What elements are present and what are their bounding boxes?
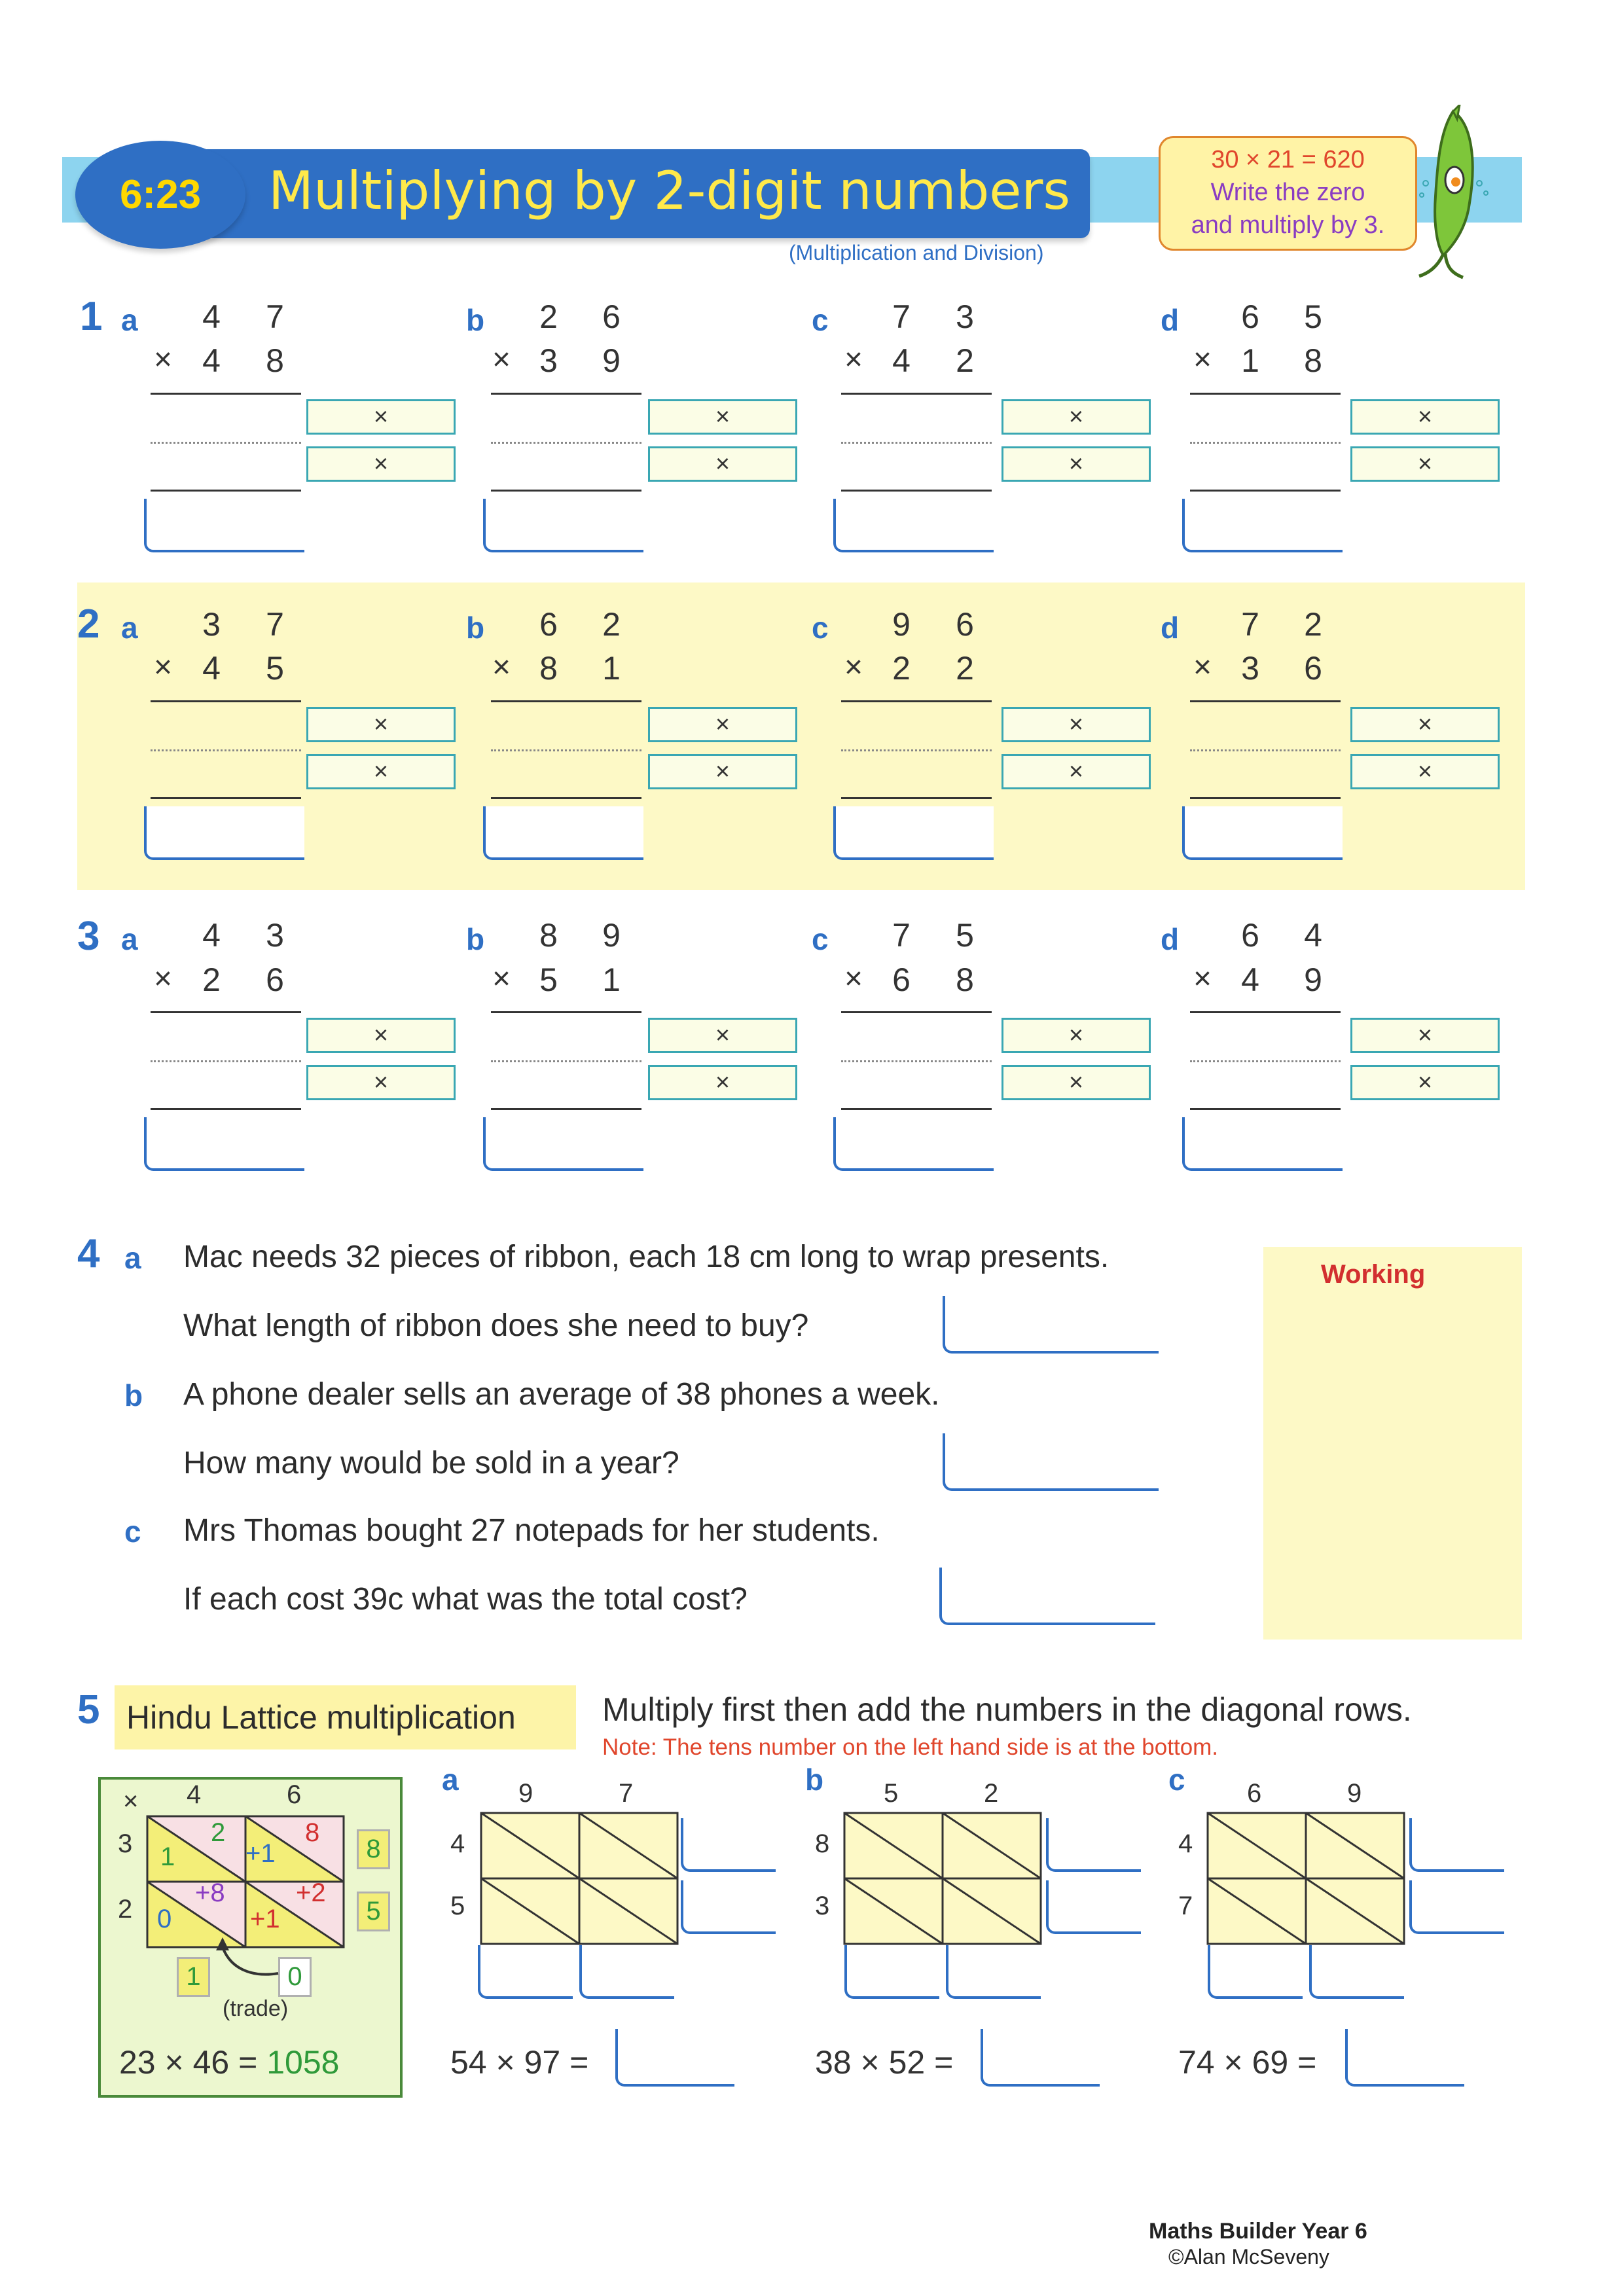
column-digit: 9 (518, 1779, 533, 1808)
partial-line-1 (1190, 1060, 1341, 1062)
part-letter: c (812, 922, 829, 956)
partial-product-box[interactable]: × (648, 446, 797, 482)
lattice-equation: 38 × 52 = (815, 2044, 954, 2081)
times-sign: × (1193, 961, 1212, 996)
partial-product-box[interactable]: × (1350, 1065, 1500, 1100)
times-sign: × (123, 1787, 139, 1816)
lattice-equation: 54 × 97 = (450, 2044, 589, 2081)
result-digit: 0 (278, 1957, 312, 1997)
digit: 1 (602, 961, 621, 998)
sum-rule (151, 393, 301, 395)
digit: 8 (539, 917, 558, 954)
row-digit: 4 (1178, 1829, 1193, 1858)
digit: 5 (1304, 298, 1322, 335)
times-sign: × (1193, 650, 1212, 685)
row-digit: 4 (450, 1829, 465, 1858)
answer-box[interactable] (833, 499, 994, 552)
partial-line-2 (1190, 797, 1341, 799)
page-title: Multiplying by 2-digit numbers (268, 160, 1071, 221)
lattice-grid[interactable] (1208, 1813, 1404, 1944)
part-letter: a (121, 922, 138, 956)
answer-box[interactable] (1309, 1945, 1404, 1999)
answer-box[interactable] (1046, 1880, 1141, 1934)
digit: 9 (1304, 961, 1322, 998)
digit: 6 (892, 961, 911, 998)
digit: 2 (202, 961, 221, 998)
digit: 1 (602, 650, 621, 687)
answer-box[interactable] (833, 806, 994, 860)
partial-product-box[interactable]: × (1350, 446, 1500, 482)
lesson-number: 6:23 (119, 172, 202, 217)
column-digit: 6 (287, 1780, 302, 1809)
answer-box[interactable] (844, 1945, 939, 1999)
lattice-grid[interactable] (481, 1813, 677, 1944)
digit: 7 (266, 298, 284, 335)
digit: 2 (539, 298, 558, 335)
partial-product-box[interactable]: × (306, 707, 456, 742)
sum-rule (491, 700, 641, 702)
tip-line: 30 × 21 = 620 (1211, 146, 1365, 173)
answer-box[interactable] (483, 806, 643, 860)
working-label: Working (1321, 1260, 1426, 1289)
partial-product-box[interactable]: × (306, 1018, 456, 1053)
partial-product-box[interactable]: × (1350, 1018, 1500, 1053)
digit: 7 (892, 298, 911, 335)
partial-product-box[interactable]: × (1350, 707, 1500, 742)
answer-box[interactable] (943, 1296, 1159, 1354)
partial-line-2 (1190, 1108, 1341, 1110)
footer-author: ©Alan McSeveny (1168, 2245, 1329, 2269)
times-sign: × (154, 961, 173, 996)
partial-line-1 (1190, 749, 1341, 751)
question-number: 1 (80, 294, 103, 339)
partial-product-box[interactable]: × (1001, 446, 1151, 482)
column-digit: 6 (1247, 1779, 1262, 1808)
page-subtitle: (Multiplication and Division) (789, 241, 1044, 264)
partial-line-1 (151, 749, 301, 751)
partial-line-2 (491, 797, 641, 799)
column-digit: 7 (619, 1779, 634, 1808)
answer-box[interactable] (1345, 2029, 1464, 2087)
word-problem-question: What length of ribbon does she need to buy? (183, 1308, 809, 1343)
word-problem-text: A phone dealer sells an average of 38 phones a week. (183, 1377, 940, 1412)
column-digit: 5 (884, 1779, 899, 1808)
question-number: 2 (77, 601, 100, 647)
times-sign: × (154, 342, 173, 377)
partial-product-box[interactable]: × (1001, 1065, 1151, 1100)
tip-box (1159, 136, 1417, 251)
partial-line-1 (491, 442, 641, 444)
answer-box[interactable] (681, 1818, 776, 1872)
digit: 2 (1304, 606, 1322, 643)
row-digit: 3 (118, 1829, 133, 1858)
digit: 8 (1304, 342, 1322, 379)
digit: 2 (602, 606, 621, 643)
partial-line-2 (841, 1108, 992, 1110)
word-problem-question: If each cost 39c what was the total cost? (183, 1582, 748, 1617)
digit: 7 (892, 917, 911, 954)
times-sign: × (844, 650, 863, 685)
digit: 4 (202, 650, 221, 687)
digit: 6 (1304, 650, 1322, 687)
digit: 5 (956, 917, 974, 954)
answer-box[interactable] (579, 1945, 674, 1999)
partial-line-2 (151, 490, 301, 492)
column-digit: 9 (1347, 1779, 1362, 1808)
digit: 2 (892, 650, 911, 687)
partial-line-2 (841, 490, 992, 492)
sum-rule (151, 700, 301, 702)
result-digit: 5 (357, 1892, 390, 1931)
answer-box[interactable] (1208, 1945, 1303, 1999)
sum-rule (491, 393, 641, 395)
row-digit: 3 (815, 1892, 830, 1920)
part-letter: c (124, 1515, 141, 1549)
digit: 4 (1241, 961, 1259, 998)
row-digit: 7 (1178, 1892, 1193, 1920)
trade-label: (trade) (223, 1996, 289, 2021)
footer-book-title: Maths Builder Year 6 (1149, 2219, 1367, 2244)
answer-box[interactable] (1182, 806, 1343, 860)
part-letter: d (1161, 611, 1180, 645)
digit: 3 (1241, 650, 1259, 687)
partial-line-2 (491, 1108, 641, 1110)
row-digit: 2 (118, 1895, 133, 1924)
part-letter: a (121, 303, 138, 337)
partial-line-2 (841, 797, 992, 799)
sum-rule (1190, 700, 1341, 702)
lattice-equation: 74 × 69 = (1178, 2044, 1317, 2081)
digit: 9 (602, 342, 621, 379)
digit: 6 (539, 606, 558, 643)
digit: 2 (956, 342, 974, 379)
partial-product-box[interactable]: × (648, 754, 797, 789)
part-letter: a (121, 611, 138, 645)
partial-line-1 (841, 442, 992, 444)
partial-product-box[interactable]: × (1001, 399, 1151, 435)
sum-rule (151, 1011, 301, 1013)
example-equation (119, 2043, 339, 2081)
partial-product-box[interactable]: × (1001, 1018, 1151, 1053)
sum-rule (841, 700, 992, 702)
row-digit: 5 (450, 1892, 465, 1920)
digit: 6 (1241, 917, 1259, 954)
squid-mascot-icon (1414, 105, 1499, 281)
answer-box[interactable] (483, 1117, 643, 1171)
times-sign: × (844, 961, 863, 996)
partial-product-box[interactable]: × (648, 1018, 797, 1053)
partial-product-box[interactable]: × (306, 754, 456, 789)
units-digit: 1 (160, 1842, 175, 1871)
column-digit: 4 (187, 1780, 202, 1809)
partial-line-1 (491, 1060, 641, 1062)
tens-digit: 2 (211, 1818, 226, 1847)
digit: 9 (602, 917, 621, 954)
digit: 7 (266, 606, 284, 643)
answer-box[interactable] (1046, 1818, 1141, 1872)
answer-box[interactable] (1182, 499, 1343, 552)
digit: 4 (202, 917, 221, 954)
partial-product-box[interactable]: × (648, 399, 797, 435)
carry-mark: +1 (245, 1839, 276, 1868)
partial-product-box[interactable]: × (1350, 754, 1500, 789)
question-number: 4 (77, 1231, 100, 1276)
digit: 5 (539, 961, 558, 998)
answer-box[interactable] (981, 2029, 1100, 2087)
part-letter: a (124, 1241, 141, 1275)
word-problem-text: Mac needs 32 pieces of ribbon, each 18 cm long to wrap presents. (183, 1240, 1110, 1274)
answer-box[interactable] (144, 1117, 304, 1171)
digit: 1 (1241, 342, 1259, 379)
column-digit: 2 (984, 1779, 999, 1808)
partial-line-2 (151, 797, 301, 799)
digit: 8 (266, 342, 284, 379)
part-letter: d (1161, 303, 1180, 337)
lattice-grid[interactable] (844, 1813, 1041, 1944)
part-letter: b (466, 922, 485, 956)
partial-product-box[interactable]: × (306, 446, 456, 482)
sum-rule (841, 1011, 992, 1013)
carry-mark: +1 (250, 1905, 280, 1933)
digit: 6 (956, 606, 974, 643)
part-letter: a (442, 1763, 459, 1797)
part-letter: b (805, 1763, 824, 1797)
sum-rule (1190, 1011, 1341, 1013)
digit: 7 (1241, 606, 1259, 643)
answer-box[interactable] (483, 499, 643, 552)
example-equation-text: 23 × 46 = (119, 2044, 267, 2081)
partial-line-1 (151, 1060, 301, 1062)
part-letter: c (812, 303, 829, 337)
part-letter: b (466, 611, 485, 645)
answer-box[interactable] (1182, 1117, 1343, 1171)
example-result: 1058 (266, 2044, 340, 2081)
tens-digit: 8 (305, 1818, 320, 1847)
answer-box[interactable] (478, 1945, 573, 1999)
sum-rule (491, 1011, 641, 1013)
answer-box[interactable] (943, 1433, 1159, 1491)
times-sign: × (844, 342, 863, 377)
partial-line-1 (1190, 442, 1341, 444)
sum-rule (1190, 393, 1341, 395)
part-letter: c (1168, 1763, 1185, 1797)
carry-mark: +2 (296, 1878, 326, 1907)
part-letter: b (466, 303, 485, 337)
trade-arrow-icon (213, 1937, 285, 1983)
answer-box[interactable] (939, 1568, 1155, 1625)
digit: 6 (602, 298, 621, 335)
sum-rule (841, 393, 992, 395)
part-letter: d (1161, 922, 1180, 956)
partial-product-box[interactable]: × (1001, 707, 1151, 742)
result-digit: 8 (357, 1829, 390, 1869)
digit: 3 (539, 342, 558, 379)
digit: 5 (266, 650, 284, 687)
tip-line: and multiply by 3. (1191, 211, 1385, 239)
digit: 4 (892, 342, 911, 379)
partial-line-1 (841, 1060, 992, 1062)
times-sign: × (154, 650, 173, 685)
digit: 4 (1304, 917, 1322, 954)
partial-product-box[interactable]: × (306, 1065, 456, 1100)
part-letter: c (812, 611, 829, 645)
note-text: Note: The tens number on the left hand side is at the bottom. (602, 1734, 1219, 1760)
times-sign: × (492, 961, 511, 996)
times-sign: × (1193, 342, 1212, 377)
digit: 4 (202, 342, 221, 379)
digit: 4 (202, 298, 221, 335)
result-digit: 1 (177, 1957, 210, 1997)
word-problem-text: Mrs Thomas bought 27 notepads for her students. (183, 1513, 880, 1548)
answer-box[interactable] (144, 806, 304, 860)
times-sign: × (492, 342, 511, 377)
digit: 8 (956, 961, 974, 998)
partial-line-2 (491, 490, 641, 492)
partial-line-1 (841, 749, 992, 751)
partial-product-box[interactable]: × (1001, 754, 1151, 789)
units-digit: 0 (157, 1905, 172, 1933)
partial-product-box[interactable]: × (1350, 399, 1500, 435)
part-letter: b (124, 1378, 143, 1412)
working-area[interactable] (1263, 1247, 1522, 1640)
answer-box[interactable] (946, 1945, 1041, 1999)
section-label (115, 1685, 576, 1749)
answer-box[interactable] (1409, 1880, 1504, 1934)
section-label-text: Hindu Lattice multiplication (126, 1699, 516, 1736)
carry-mark: +8 (195, 1878, 225, 1907)
digit: 3 (202, 606, 221, 643)
row-digit: 8 (815, 1829, 830, 1858)
answer-box[interactable] (681, 1880, 776, 1934)
tip-line: Write the zero (1210, 179, 1365, 206)
instruction-text: Multiply first then add the numbers in the diagonal rows. (602, 1691, 1412, 1728)
partial-product-box[interactable]: × (648, 1065, 797, 1100)
digit: 9 (892, 606, 911, 643)
digit: 3 (956, 298, 974, 335)
answer-box[interactable] (1409, 1818, 1504, 1872)
digit: 8 (539, 650, 558, 687)
partial-line-1 (151, 442, 301, 444)
answer-box[interactable] (833, 1117, 994, 1171)
digit: 3 (266, 917, 284, 954)
digit: 2 (956, 650, 974, 687)
partial-product-box[interactable]: × (306, 399, 456, 435)
digit: 6 (266, 961, 284, 998)
answer-box[interactable] (144, 499, 304, 552)
partial-line-2 (1190, 490, 1341, 492)
partial-line-1 (491, 749, 641, 751)
times-sign: × (492, 650, 511, 685)
partial-line-2 (151, 1108, 301, 1110)
answer-box[interactable] (615, 2029, 734, 2087)
partial-product-box[interactable]: × (648, 707, 797, 742)
digit: 6 (1241, 298, 1259, 335)
word-problem-question: How many would be sold in a year? (183, 1446, 679, 1480)
question-number: 5 (77, 1687, 100, 1732)
question-number: 3 (77, 914, 100, 959)
